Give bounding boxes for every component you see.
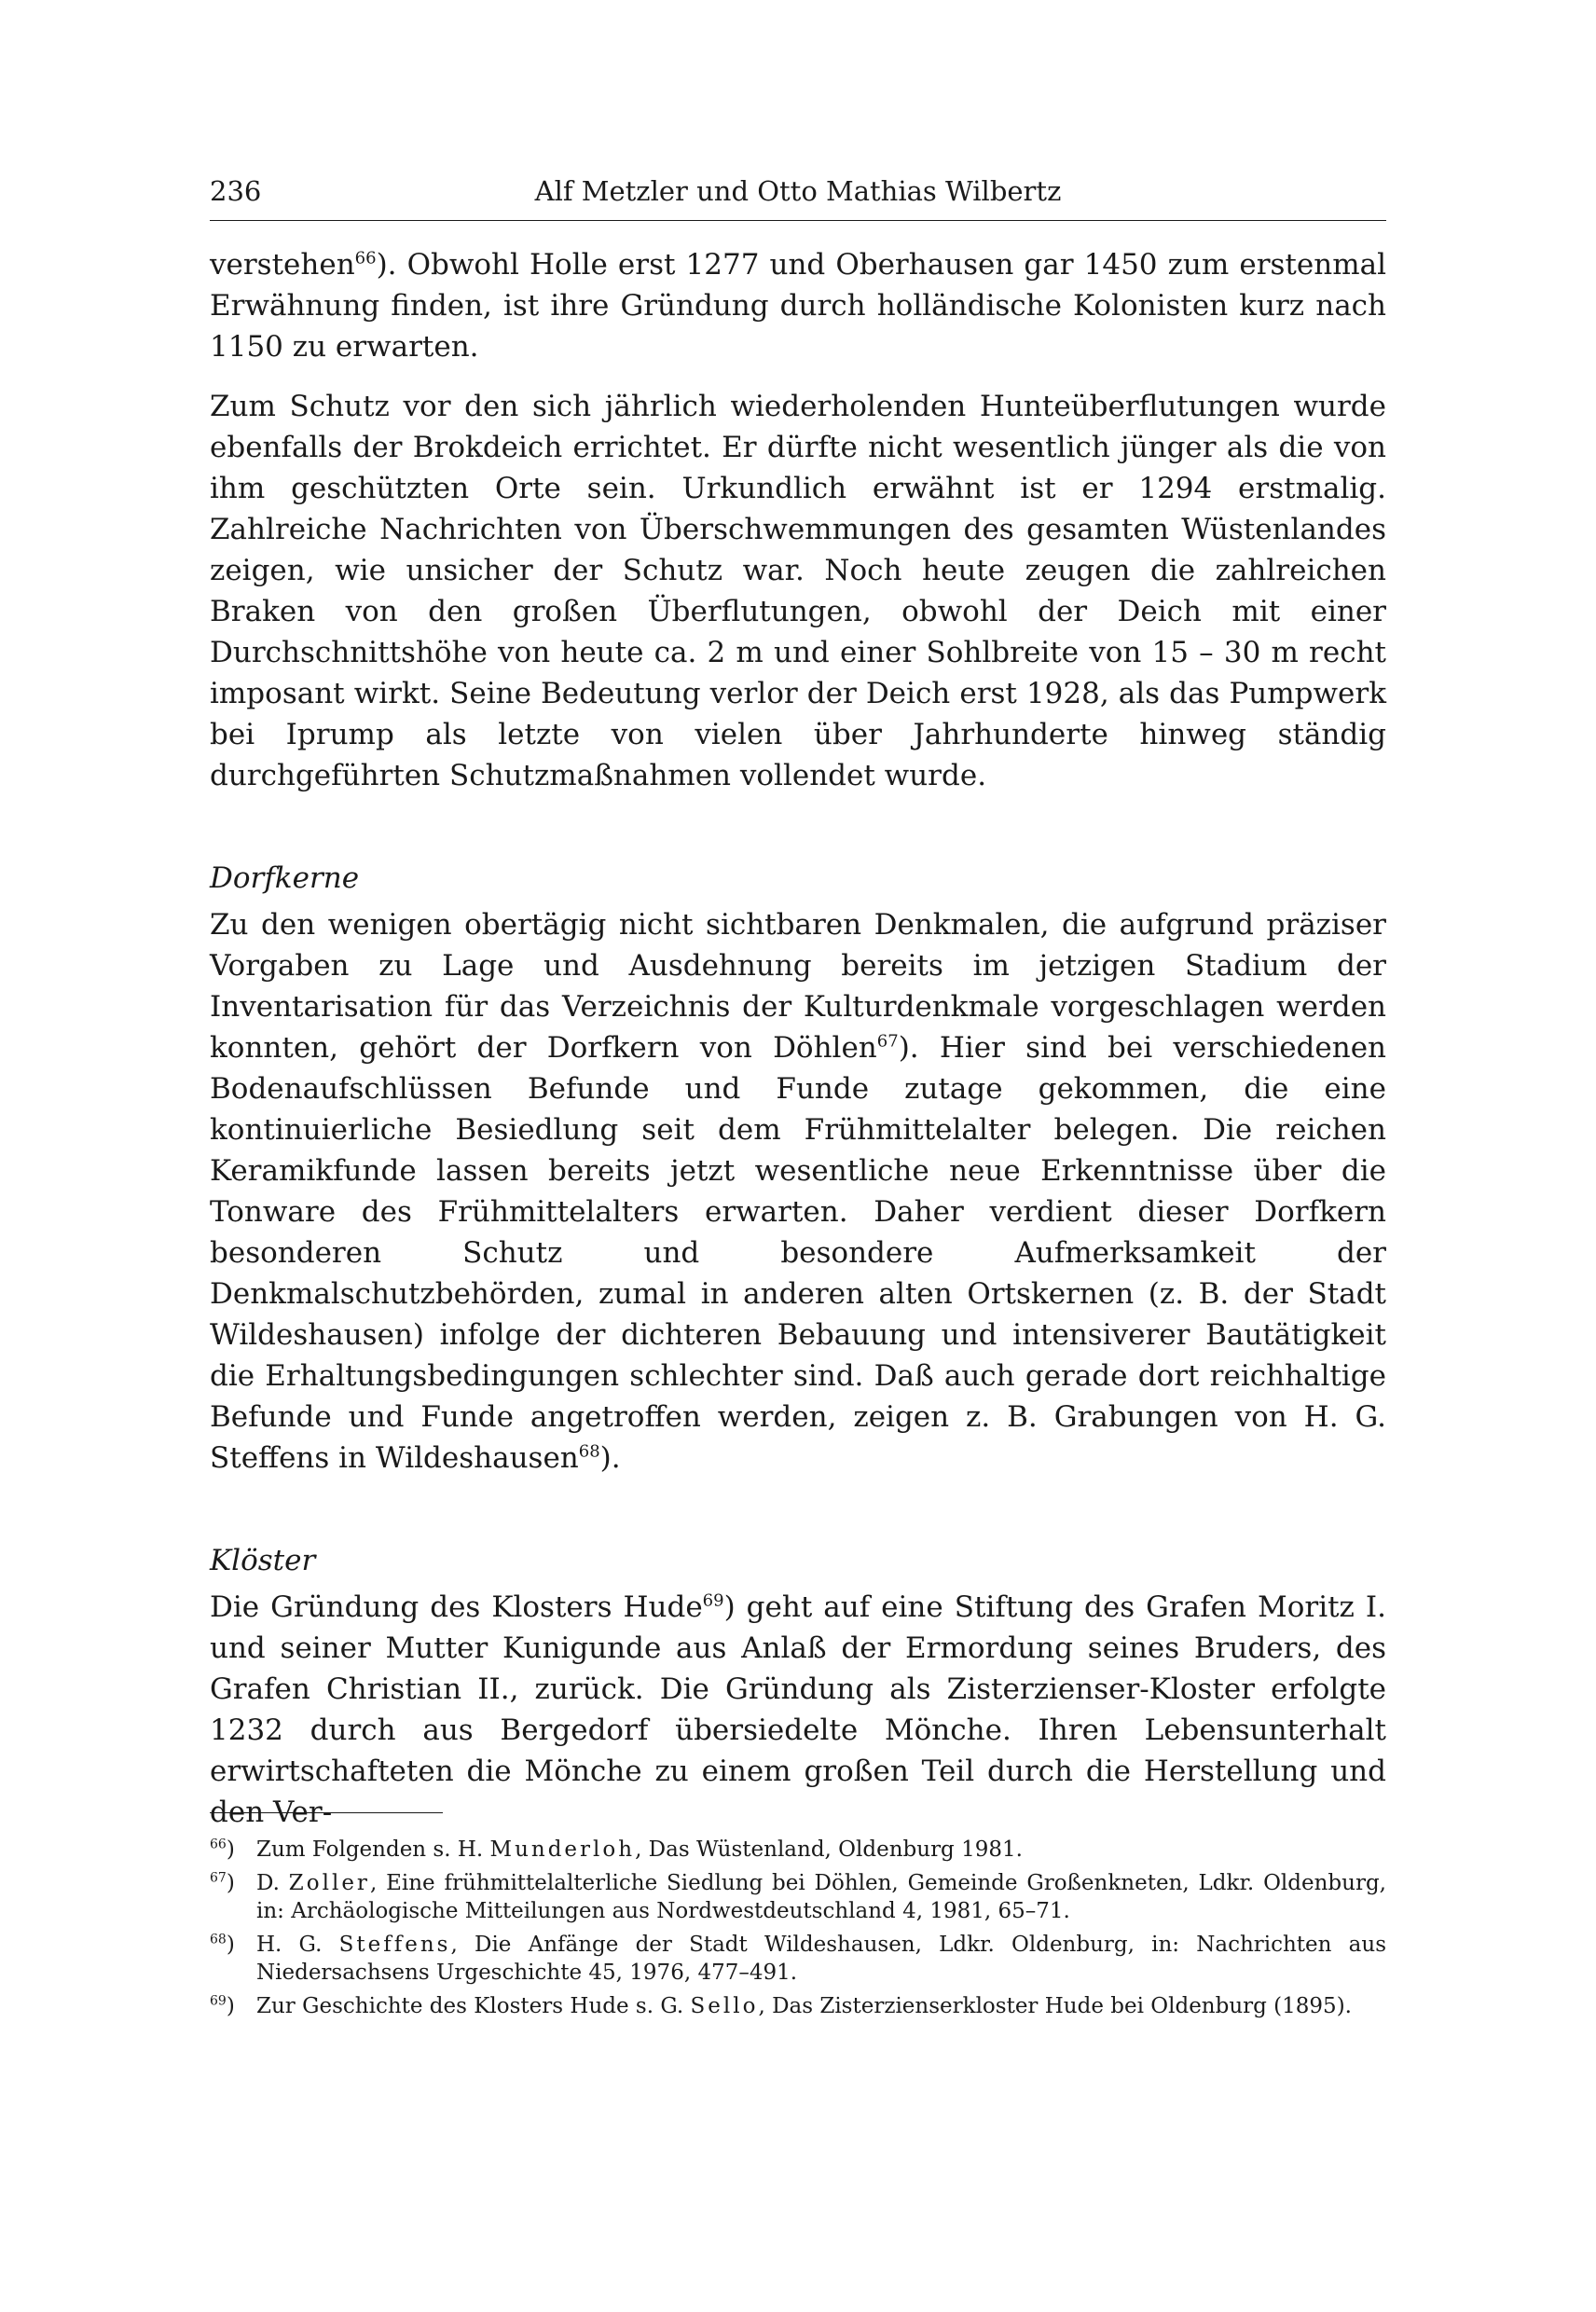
paragraph: Die Gründung des Klosters Hude$^{69}$) geht auf eine Stiftung des Grafen Moritz I. und seiner Mutter Kunigunde aus Anlaß der Ermordung seines Bruders, des Grafen Christian II., zurück. Die Gründung als Zisterzienser-Kloster erfolgte 1232 durch aus Bergedorf übersiedelte Mönche. Ihren Lebensunterhalt erwirtschafteten die Mönche zu einem großen Teil durch die Herstellung und den Ver- — [210, 1590, 1386, 1829]
footnote-ref[interactable]: 68 — [578, 1441, 600, 1462]
footnote-ref[interactable]: 67 — [876, 1031, 899, 1052]
section-heading-dorfkerne: Dorfkerne — [210, 861, 360, 895]
footnote-mark: $^{68}$) — [210, 1932, 235, 1957]
footnote-mark: $^{67}$) — [210, 1870, 235, 1895]
author-name: Sello — [690, 1994, 759, 2018]
footnote-rule — [210, 1812, 443, 1813]
page-number: 236 — [210, 175, 262, 207]
footnotes — [210, 1812, 1386, 2026]
author-name: Steffens — [338, 1933, 451, 1957]
running-head — [210, 168, 1386, 214]
paragraph: verstehen$^{66}$). Obwohl Holle erst 1277 und Oberhausen gar 1450 zum erstenmal Erwähnung finden, ist ihre Gründung durch holländische Kolonisten kurz nach 1150 zu erwarten. — [210, 248, 1386, 364]
paragraph: Zu den wenigen obertägig nicht sichtbaren Denkmalen, die aufgrund präziser Vorgaben zu Lage und Ausdehnung bereits im jetzigen Stadium der Inventarisation für das Verzeichnis der Kulturdenkmale vorgeschlagen werden konnten, gehört der Dorfkern von Döhlen$^{67}$). Hier sind bei verschiedenen Bodenaufschlüssen Befunde und Funde zutage gekommen, die eine kontinuierliche Besiedlung seit dem Frühmittelalter belegen. Die reichen Keramikfunde lassen bereits jetzt wesentliche neue Erkenntnisse über die Tonware des Frühmittelalters erwarten. Daher verdient dieser Dorfkern besonderen Schutz und besondere Aufmerksamkeit der Denkmalschutzbehörden, zumal in anderen alten Ortskernen (z. B. der Stadt Wildeshausen) infolge der dichteren Bebauung und intensiverer Bautätigkeit die Erhaltungsbedingungen schlechter sind. Daß auch gerade dort reichhaltige Befunde und Funde angetroffen werden, zeigen z. B. Grabungen von H. G. Steffens in Wildeshausen$^{68}$). — [210, 908, 1387, 1475]
footnote: $^{67}$) D. Zoller, Eine frühmittelalterliche Siedlung bei Döhlen, Gemeinde Großenkneten, Ldkr. Oldenburg, in: Archäologische Mitteilungen aus Nordwestdeutschland 4, 1981, 65–71. — [210, 1870, 1386, 1923]
footnote: $^{68}$) H. G. Steffens, Die Anfänge der Stadt Wildeshausen, Ldkr. Oldenburg, in: Nachrichten aus Niedersachsens Urgeschichte 45, 1976, 477–491. — [210, 1932, 1386, 1985]
running-title: Alf Metzler und Otto Mathias Wilbertz — [534, 175, 1062, 207]
paragraph: Zum Schutz vor den sich jährlich wiederholenden Hunteüberflutungen wurde ebenfalls der Brokdeich errichtet. Er dürfte nicht wesentlich jünger als die von ihm geschützten Orte sein. Urkundlich erwähnt ist er 1294 erstmalig. Zahlreiche Nachrichten von Überschwemmungen des gesamten Wüstenlandes zeigen, wie unsicher der Schutz war. Noch heute zeugen die zahlreichen Braken von den großen Überflutungen, obwohl der Deich mit einer Durchschnittshöhe von heute ca. 2 m und einer Sohlbreite von 15 – 30 m recht imposant wirkt. Seine Bedeutung verlor der Deich erst 1928, als das Pumpwerk bei Iprump als letzte von vielen über Jahrhunderte hinweg ständig durchgeführten Schutzmaßnahmen vollendet wurde. — [210, 390, 1386, 792]
footnote: $^{69}$) Zur Geschichte des Klosters Hude s. G. Sello, Das Zisterzienserkloster Hude bei Oldenburg (1895). — [210, 1993, 1352, 2018]
main-text — [210, 244, 1386, 1851]
footnote-mark: $^{69}$) — [210, 1993, 235, 2018]
header-rule — [210, 220, 1386, 221]
page — [210, 0, 1386, 2312]
author-name: Munderloh — [489, 1837, 636, 1862]
section-heading-kloester: Klöster — [210, 1544, 316, 1577]
author-name: Zoller — [288, 1871, 370, 1895]
footnote-ref[interactable]: 69 — [702, 1590, 724, 1611]
footnote: $^{66}$) Zum Folgenden s. H. Munderloh, Das Wüstenland, Oldenburg 1981. — [210, 1837, 1023, 1862]
footnote-mark: $^{66}$) — [210, 1837, 235, 1862]
footnote-ref[interactable]: 66 — [354, 248, 377, 268]
